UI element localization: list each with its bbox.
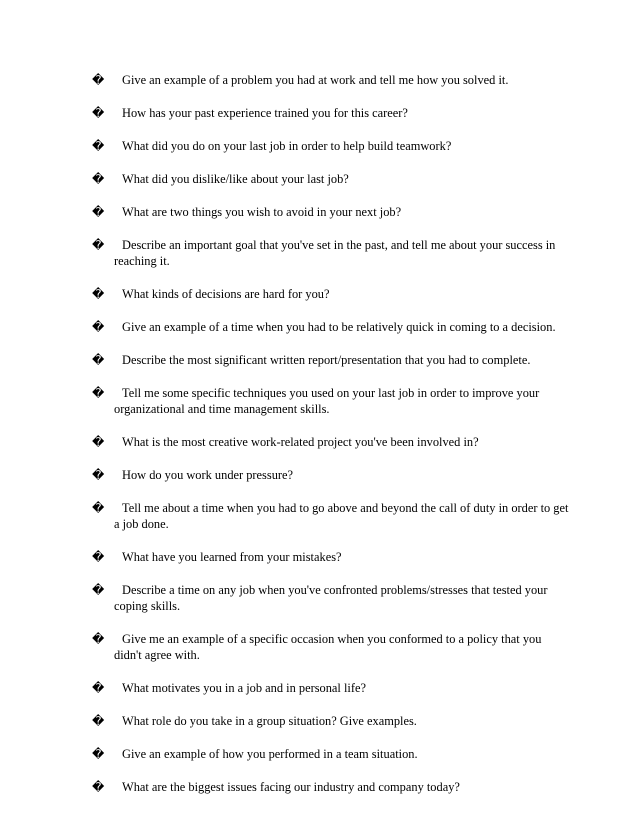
question-text: What did you do on your last job in order to help build teamwork? [122, 139, 452, 153]
list-item [92, 286, 572, 302]
list-item [92, 549, 572, 565]
bullet-icon: � [92, 287, 105, 301]
bullet-icon: � [92, 353, 105, 367]
question-text: How do you work under pressure? [122, 468, 294, 482]
bullet-icon: � [92, 238, 105, 252]
list-item [92, 72, 572, 88]
list-item [92, 319, 572, 335]
question-list [92, 72, 572, 812]
question-text: What role do you take in a group situation? Give examples. [122, 714, 417, 728]
question-text: Tell me about a time when you had to go above and beyond the call of duty in order to get a job done. [114, 501, 569, 531]
question-text: What did you dislike/like about your last job? [122, 172, 349, 186]
list-item [92, 204, 572, 220]
question-text: What are the biggest issues facing our industry and company today? [122, 780, 460, 794]
question-text: How has your past experience trained you for this career? [122, 106, 408, 120]
list-item [92, 434, 572, 450]
list-item [92, 500, 572, 532]
list-item [92, 138, 572, 154]
list-item [92, 171, 572, 187]
question-text: What is the most creative work-related project you've been involved in? [122, 435, 479, 449]
question-text: Give an example of a time when you had to be relatively quick in coming to a decision. [122, 320, 556, 334]
question-text: Tell me some specific techniques you used on your last job in order to improve your organizational and time management skills. [114, 386, 540, 416]
list-item [92, 105, 572, 121]
bullet-icon: � [92, 106, 105, 120]
bullet-icon: � [92, 747, 105, 761]
bullet-icon: � [92, 435, 105, 449]
question-text: What kinds of decisions are hard for you? [122, 287, 330, 301]
list-item [92, 467, 572, 483]
question-text: Describe an important goal that you've set in the past, and tell me about your success in reaching it. [114, 238, 556, 268]
bullet-icon: � [92, 320, 105, 334]
list-item [92, 746, 572, 762]
bullet-icon: � [92, 386, 105, 400]
bullet-icon: � [92, 172, 105, 186]
list-item [92, 352, 572, 368]
bullet-icon: � [92, 468, 105, 482]
question-text: Give me an example of a specific occasion when you conformed to a policy that you didn't agree with. [114, 632, 542, 662]
bullet-icon: � [92, 205, 105, 219]
bullet-icon: � [92, 583, 105, 597]
list-item [92, 237, 572, 269]
list-item [92, 680, 572, 696]
list-item [92, 779, 572, 795]
bullet-icon: � [92, 714, 105, 728]
question-text: What motivates you in a job and in personal life? [122, 681, 366, 695]
bullet-icon: � [92, 73, 105, 87]
list-item [92, 631, 572, 663]
list-item [92, 582, 572, 614]
bullet-icon: � [92, 550, 105, 564]
question-text: Give an example of a problem you had at work and tell me how you solved it. [122, 73, 509, 87]
bullet-icon: � [92, 139, 105, 153]
bullet-icon: � [92, 681, 105, 695]
question-text: Describe the most significant written report/presentation that you had to complete. [122, 353, 531, 367]
question-text: Describe a time on any job when you've confronted problems/stresses that tested your coping skills. [114, 583, 548, 613]
list-item [92, 713, 572, 729]
question-text: What have you learned from your mistakes? [122, 550, 342, 564]
question-text: What are two things you wish to avoid in your next job? [122, 205, 402, 219]
question-text: Give an example of how you performed in a team situation. [122, 747, 418, 761]
bullet-icon: � [92, 780, 105, 794]
bullet-icon: � [92, 632, 105, 646]
list-item [92, 385, 572, 417]
bullet-icon: � [92, 501, 105, 515]
